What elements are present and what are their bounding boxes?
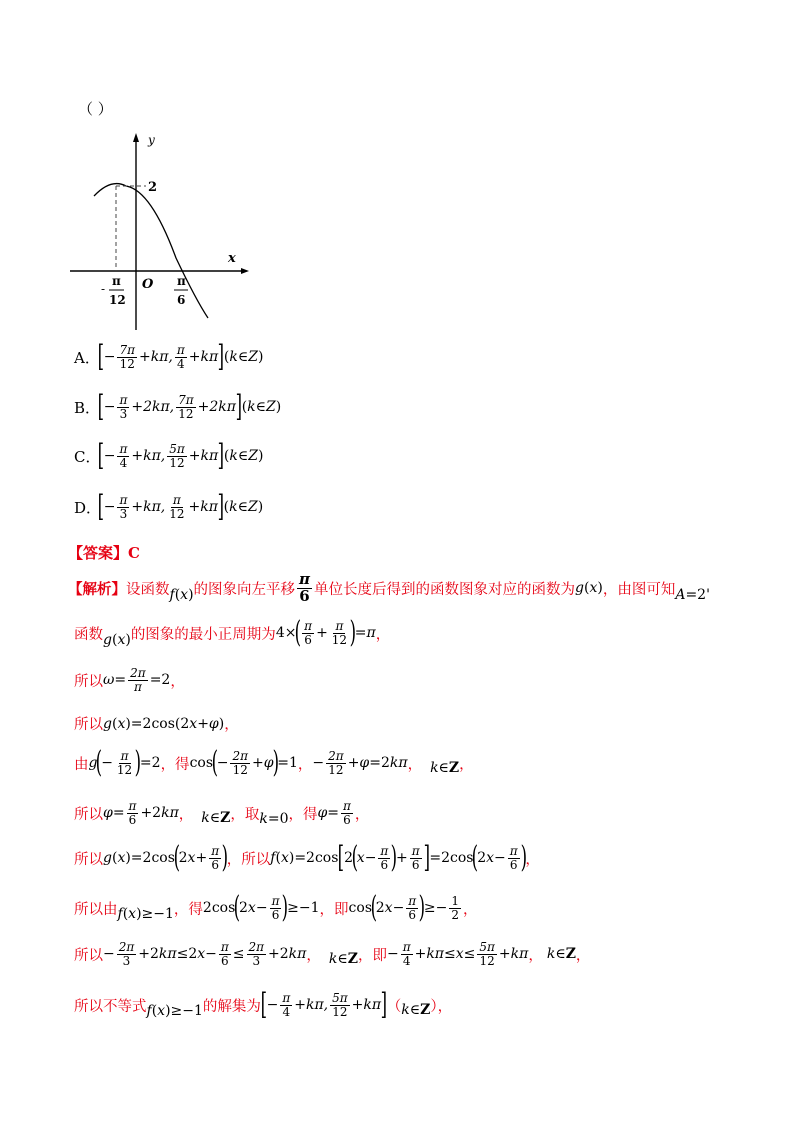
- text: ，得: [160, 756, 190, 773]
- option-d[interactable]: [74, 489, 264, 524]
- answer-line: [68, 542, 140, 563]
- text: 所以不等式: [74, 998, 147, 1015]
- text: （: [386, 998, 402, 1015]
- option-c-math: [ − $\frac{\pi}{4}$ + k π, $\frac{5\pi}{12}$ + k π ] ( k ∈ Z ): [97, 438, 264, 473]
- option-c[interactable]: [74, 438, 264, 473]
- origin-label: O: [142, 277, 154, 292]
- text: 所以: [74, 806, 103, 823]
- analysis-line-1: 【解析】 设函数 f ( x ) 的图象向左平移 $\frac{\pi}{6}$ 单位长度后得到的函数图象对应的函数为 g ( x ) ，由图可知 A =2': [68, 570, 710, 605]
- text: 的图象向左平移: [193, 581, 296, 598]
- text: 单位长度后得到的函数图象对应的函数为: [314, 581, 576, 598]
- text: 所以: [74, 851, 103, 868]
- text: ，所以: [226, 851, 271, 868]
- analysis-line-5: 由 g ( − $\frac{\pi}{12}$ ) =2 ，得 cos ( − $\frac{2\pi}{12}$ +φ ) =1 ， − $\frac{2\pi}{12}$ +φ =2 k π ， k ∈ Z ，: [74, 745, 474, 780]
- option-b-label: B．: [74, 398, 101, 417]
- text: ，: [375, 626, 391, 643]
- tick-left-den: 12: [109, 293, 126, 307]
- analysis-line-8: 所以由 f ( x )≥−1 ，得 2cos ( 2 x − $\frac{\pi}{6}$ ) ≥−1 ，即 cos ( 2 x − $\frac{\pi}{6}$ ) ≥− $\frac{1}{2}$ ，: [74, 890, 478, 925]
- option-b-math: [ − $\frac{\pi}{3}$ +2 k π, $\frac{7\pi}{12}$ +2 k π ] ( k ∈ Z ): [97, 389, 282, 424]
- option-a-math: [ − $\frac{7\pi}{12}$ + k π, $\frac{\pi}{4}$ + k π ] ( k ∈ Z ): [97, 339, 264, 374]
- text: ，得: [173, 901, 203, 918]
- y-axis-arrow: [133, 133, 139, 142]
- answer-tag: 【答案】: [68, 544, 129, 562]
- x-axis-arrow: [241, 268, 249, 274]
- text: ，得: [288, 806, 318, 823]
- text: ，取: [230, 806, 260, 823]
- analysis-line-7: 所以 g ( x )=2cos ( 2 x + $\frac{\pi}{6}$ ) ，所以 f ( x )=2cos [ 2 ( x − $\frac{\pi}{6}$ ) + $\frac{\pi}{6}$ ] =2cos ( 2 x − $\frac{\pi}{6}$ ) ，: [74, 840, 540, 875]
- option-a[interactable]: [74, 339, 264, 374]
- text: 所以: [74, 717, 103, 733]
- x-label: x: [228, 251, 236, 266]
- text: 的解集为: [202, 998, 261, 1015]
- text: ，即: [357, 947, 387, 964]
- option-a-label: A．: [74, 348, 100, 367]
- analysis-line-6: 所以 φ = $\frac{\pi}{6}$ +2 k π ， k ∈ Z ，取 k =0 ，得 φ = $\frac{\pi}{6}$ ，: [74, 798, 370, 827]
- analysis-line-9: 所以 − $\frac{2\pi}{3}$ +2 k π ≤2 x − $\frac{\pi}{6}$ ≤ $\frac{2\pi}{3}$ +2 k π ， k ∈ Z ，即 − $\frac{\pi}{4}$ + k π ≤ x ≤ $\frac{5\pi}{12}$ + k π ， k ∈ Z ，: [74, 940, 591, 968]
- text: 所以: [74, 673, 103, 690]
- text: 所以: [74, 947, 103, 964]
- text: ，即: [319, 901, 349, 918]
- text: 所以由: [74, 901, 118, 918]
- tick-right-den: 6: [177, 293, 186, 307]
- text: 函数: [74, 626, 103, 643]
- analysis-tag: 【解析】: [68, 581, 126, 598]
- text: ），: [430, 998, 453, 1015]
- analysis-line-10: 所以不等式 f ( x )≥−1 的解集为 [ − $\frac{\pi}{4}$ + k π, $\frac{5\pi}{12}$ + k π ] （ k ∈ Z ），: [74, 987, 453, 1022]
- text: ，由图可知: [602, 581, 676, 598]
- y-label: y: [148, 133, 155, 147]
- option-d-math: [ − $\frac{\pi}{3}$ + k π, $\frac{\pi}{12}$ + k π ] ( k ∈ Z ): [97, 489, 264, 524]
- option-c-label: C．: [74, 447, 101, 466]
- text: 由: [74, 756, 89, 773]
- tick-right-num: π: [177, 274, 186, 288]
- analysis-line-4: 所以 g ( x )=2cos(2 x + φ ) ，: [74, 713, 239, 734]
- analysis-line-2: 函数 g ( x ) 的图象的最小正周期为 4× ( $\frac{\pi}{6}$ + $\frac{\pi}{12}$ ) = π ，: [74, 615, 391, 650]
- text: 的图象的最小正周期为: [130, 626, 276, 643]
- option-b[interactable]: [74, 389, 282, 424]
- analysis-line-3: 所以 ω = $\frac{2\pi}{\pi}$ =2 ，: [74, 666, 185, 694]
- peak-value: 2: [148, 180, 158, 195]
- text: 设函数: [126, 581, 170, 598]
- tick-left-sign: -: [101, 282, 106, 296]
- tick-left-num: π: [112, 274, 121, 288]
- function-graph: [66, 130, 256, 335]
- option-d-label: D．: [74, 498, 102, 517]
- answer-value: C: [128, 543, 140, 562]
- answer-paren: （ ）: [78, 100, 113, 118]
